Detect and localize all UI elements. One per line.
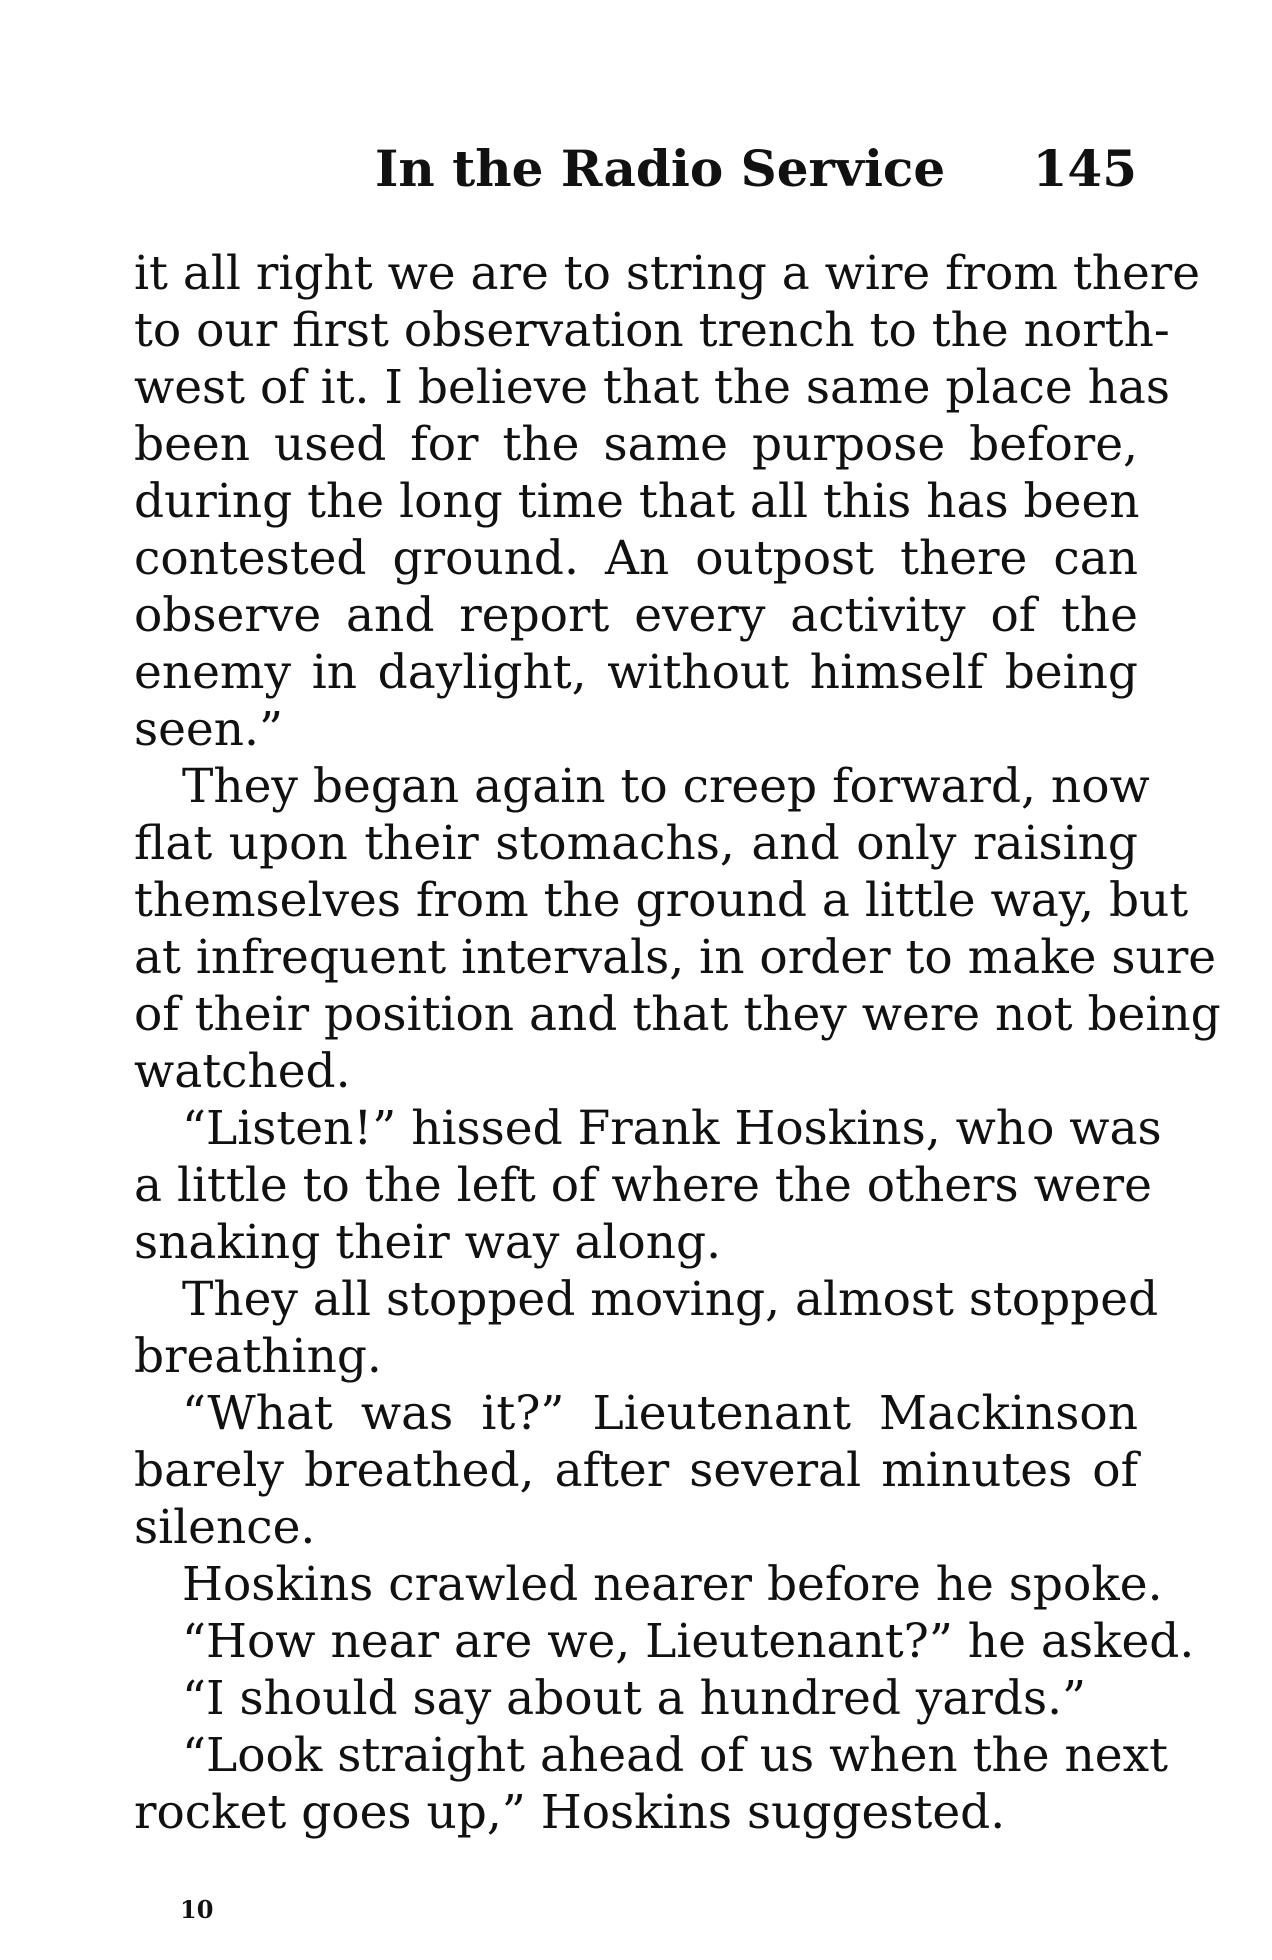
text-line: themselves from the ground a little way, but bbox=[134, 873, 1189, 928]
text-line: “How near are we, Lieutenant?” he asked. bbox=[182, 1614, 1195, 1669]
text-line: “What was it?” Lieutenant Mackinson bbox=[182, 1386, 1138, 1441]
text-line: “Look straight ahead of us when the next bbox=[182, 1728, 1168, 1783]
page-number: 145 bbox=[1032, 139, 1137, 198]
running-title: In the Radio Service bbox=[375, 139, 946, 198]
text-line: seen.” bbox=[134, 702, 283, 757]
text-line: flat upon their stomachs, and only raising bbox=[134, 816, 1138, 871]
body-text bbox=[134, 245, 1221, 1841]
text-line: barely breathed, after several minutes of bbox=[134, 1443, 1138, 1498]
text-line: enemy in daylight, without himself being bbox=[134, 645, 1138, 700]
text-line: it all right we are to string a wire from there bbox=[134, 246, 1201, 301]
text-line: They all stopped moving, almost stopped bbox=[182, 1272, 1159, 1327]
page-header bbox=[375, 138, 1137, 200]
text-line: silence. bbox=[134, 1500, 316, 1555]
text-line: observe and report every activity of the bbox=[134, 588, 1138, 643]
text-line: “I should say about a hundred yards.” bbox=[182, 1671, 1087, 1726]
text-line: during the long time that all this has been bbox=[134, 474, 1140, 529]
text-line: at infrequent intervals, in order to make sure bbox=[134, 930, 1217, 985]
text-line: breathing. bbox=[134, 1329, 382, 1384]
text-line: been used for the same purpose before, bbox=[134, 417, 1138, 472]
text-line: They began again to creep forward, now bbox=[182, 759, 1150, 814]
text-line: west of it. I believe that the same place has bbox=[134, 360, 1171, 415]
text-line: to our first observation trench to the north- bbox=[134, 303, 1170, 358]
text-line: of their position and that they were not being bbox=[134, 987, 1221, 1042]
text-line: rocket goes up,” Hoskins suggested. bbox=[134, 1785, 1006, 1840]
text-line: “Listen!” hissed Frank Hoskins, who was bbox=[182, 1101, 1162, 1156]
text-line: a little to the left of where the others were bbox=[134, 1158, 1152, 1213]
text-line: watched. bbox=[134, 1044, 351, 1099]
text-line: contested ground. An outpost there can bbox=[134, 531, 1138, 586]
text-line: Hoskins crawled nearer before he spoke. bbox=[182, 1557, 1163, 1612]
signature-mark: 10 bbox=[180, 1895, 214, 1924]
text-line: snaking their way along. bbox=[134, 1215, 722, 1270]
